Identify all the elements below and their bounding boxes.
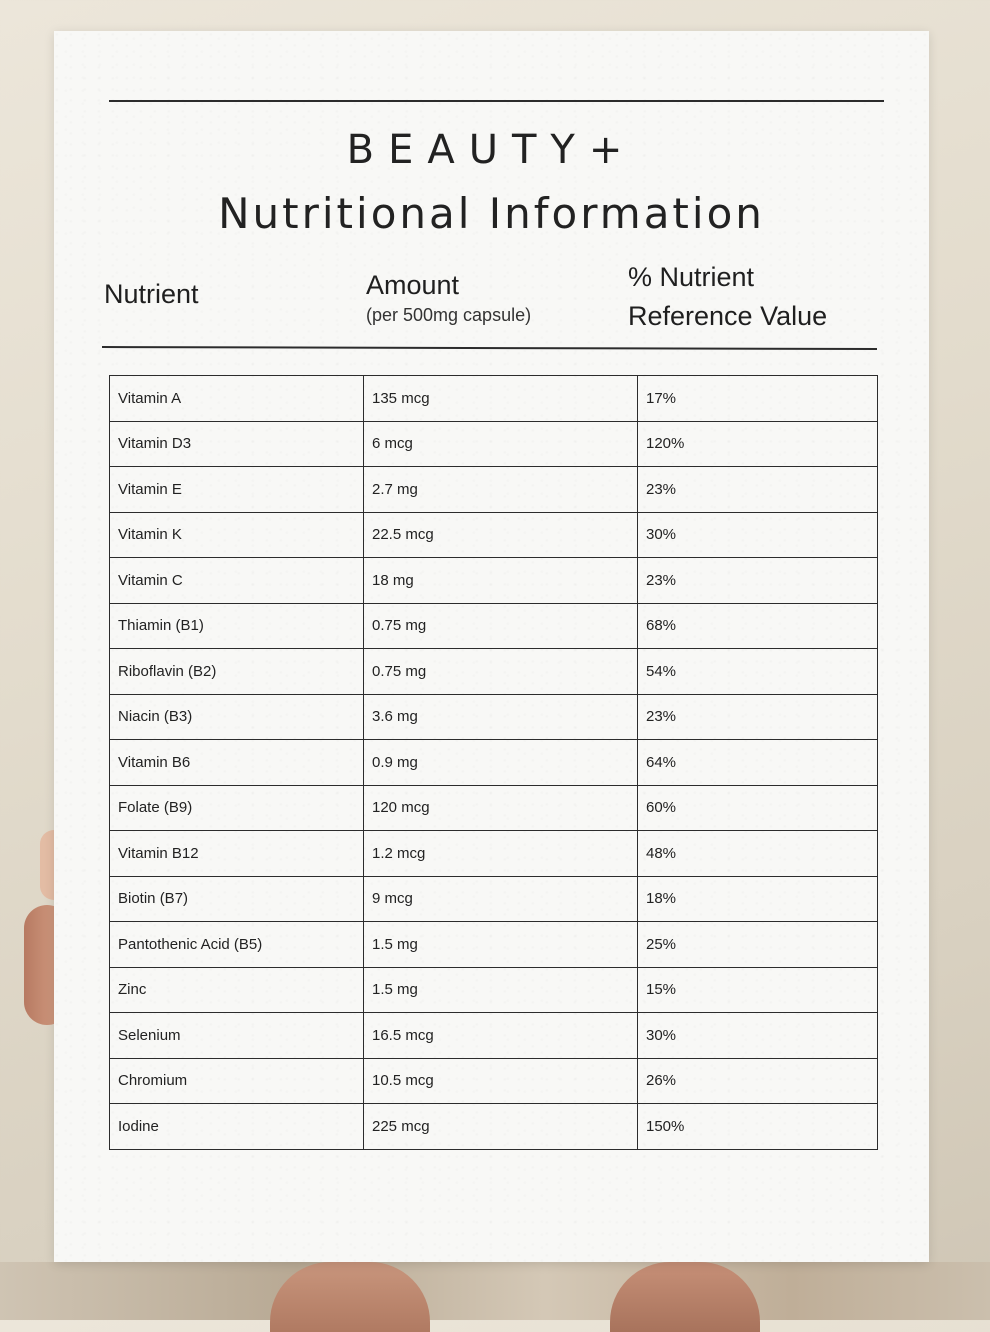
brand-name: BEAUTY+ <box>346 127 637 173</box>
nrv-cell: 17% <box>638 376 878 422</box>
nutrient-cell: Vitamin D3 <box>110 421 364 467</box>
column-subheader-amount: (per 500mg capsule) <box>366 305 532 325</box>
nutrient-cell: Vitamin E <box>110 467 364 513</box>
nutrient-cell: Vitamin C <box>110 558 364 604</box>
amount-cell: 2.7 mg <box>364 467 638 513</box>
nrv-cell: 23% <box>638 558 878 604</box>
table-row <box>110 1013 878 1059</box>
amount-cell: 1.5 mg <box>364 967 638 1013</box>
nutrient-cell: Thiamin (B1) <box>110 603 364 649</box>
table-row <box>110 376 878 422</box>
nrv-cell: 48% <box>638 831 878 877</box>
table-row <box>110 694 878 740</box>
column-header-nutrient: Nutrient <box>104 279 199 309</box>
table-row <box>110 1104 878 1150</box>
nutrient-cell: Zinc <box>110 967 364 1013</box>
amount-cell: 16.5 mcg <box>364 1013 638 1059</box>
column-header-nrv <box>628 258 827 336</box>
amount-cell: 0.9 mg <box>364 740 638 786</box>
amount-cell: 120 mcg <box>364 785 638 831</box>
table-row <box>110 876 878 922</box>
nrv-cell: 23% <box>638 467 878 513</box>
nrv-cell: 120% <box>638 421 878 467</box>
amount-cell: 0.75 mg <box>364 649 638 695</box>
amount-cell: 9 mcg <box>364 876 638 922</box>
amount-cell: 1.2 mcg <box>364 831 638 877</box>
nrv-cell: 60% <box>638 785 878 831</box>
nrv-cell: 26% <box>638 1058 878 1104</box>
column-header-amount: Amount <box>366 270 460 300</box>
nrv-cell: 25% <box>638 922 878 968</box>
table-row <box>110 558 878 604</box>
nrv-cell: 23% <box>638 694 878 740</box>
amount-cell: 10.5 mcg <box>364 1058 638 1104</box>
table-row <box>110 512 878 558</box>
table-row <box>110 740 878 786</box>
top-divider <box>109 100 884 102</box>
nrv-cell: 64% <box>638 740 878 786</box>
amount-cell: 3.6 mg <box>364 694 638 740</box>
amount-cell: 18 mg <box>364 558 638 604</box>
nrv-cell: 18% <box>638 876 878 922</box>
nutrient-cell: Folate (B9) <box>110 785 364 831</box>
nutrient-table <box>109 375 878 1150</box>
background-shadow <box>0 1262 990 1320</box>
nutrient-cell: Niacin (B3) <box>110 694 364 740</box>
table-row <box>110 603 878 649</box>
nrv-cell: 150% <box>638 1104 878 1150</box>
nutrient-cell: Pantothenic Acid (B5) <box>110 922 364 968</box>
amount-cell: 225 mcg <box>364 1104 638 1150</box>
header-divider <box>102 346 877 350</box>
amount-cell: 0.75 mg <box>364 603 638 649</box>
table-row <box>110 831 878 877</box>
nrv-cell: 30% <box>638 512 878 558</box>
nutrient-cell: Iodine <box>110 1104 364 1150</box>
nutrient-cell: Vitamin B12 <box>110 831 364 877</box>
nutrient-cell: Selenium <box>110 1013 364 1059</box>
nutrition-card <box>54 31 929 1262</box>
table-row <box>110 922 878 968</box>
nutrient-cell: Vitamin B6 <box>110 740 364 786</box>
nrv-cell: 68% <box>638 603 878 649</box>
amount-cell: 22.5 mcg <box>364 512 638 558</box>
amount-cell: 6 mcg <box>364 421 638 467</box>
nutrient-cell: Chromium <box>110 1058 364 1104</box>
column-header-nrv-line1: % Nutrient <box>628 262 755 292</box>
amount-cell: 135 mcg <box>364 376 638 422</box>
nrv-cell: 30% <box>638 1013 878 1059</box>
column-header-nrv-line2: Reference Value <box>628 301 828 331</box>
table-row <box>110 1058 878 1104</box>
table-row <box>110 785 878 831</box>
table-row <box>110 467 878 513</box>
table-row <box>110 421 878 467</box>
nutrient-cell: Riboflavin (B2) <box>110 649 364 695</box>
page-title: Nutritional Information <box>218 189 765 238</box>
table-row <box>110 967 878 1013</box>
nutrient-cell: Vitamin K <box>110 512 364 558</box>
nutrient-cell: Vitamin A <box>110 376 364 422</box>
amount-cell: 1.5 mg <box>364 922 638 968</box>
table-row <box>110 649 878 695</box>
nrv-cell: 15% <box>638 967 878 1013</box>
nutrient-cell: Biotin (B7) <box>110 876 364 922</box>
nrv-cell: 54% <box>638 649 878 695</box>
